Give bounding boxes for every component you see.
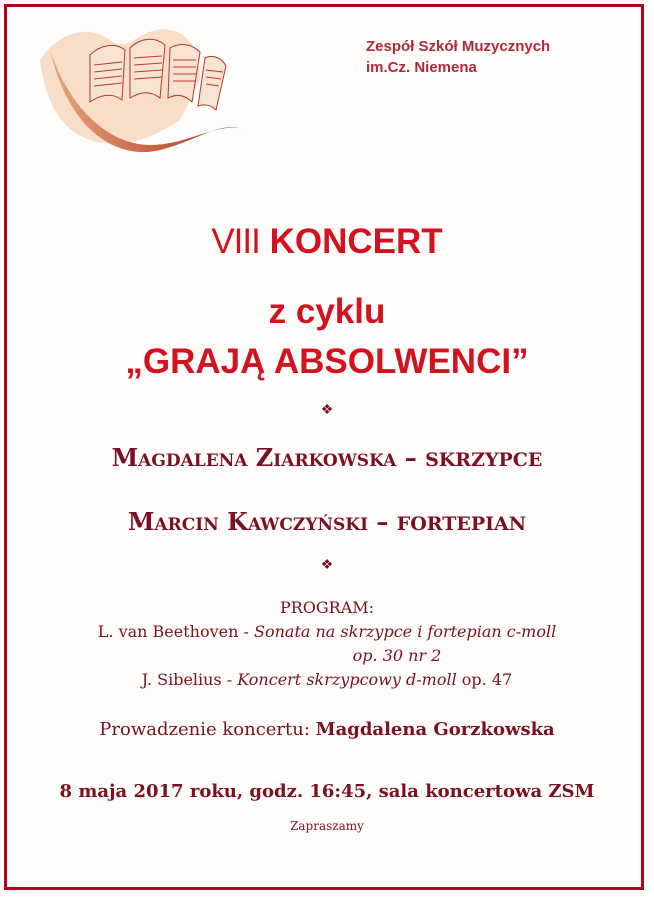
program-composer: L. van Beethoven - [97, 622, 254, 641]
program-item [0, 668, 654, 692]
concert-number: VIII [211, 222, 260, 261]
separator-diamond-icon: ❖ [320, 402, 334, 418]
program-work: Koncert skrzypcowy d-moll [237, 670, 457, 689]
separator-diamond-icon: ❖ [320, 557, 334, 573]
program-opus: op. 47 [456, 670, 513, 689]
series-name: „GRAJĄ ABSOLWENCI” [125, 342, 529, 381]
school-name [366, 36, 550, 78]
performer-name: Marcin Kawczyński [127, 507, 369, 536]
concert-word: KONCERT [269, 222, 443, 261]
performer-dash: – [396, 443, 426, 472]
program-item-continued [70, 644, 654, 668]
performer-role: SKRZYPCE [425, 449, 543, 471]
program-work: Sonata na skrzypce i fortepian c-moll [254, 622, 557, 641]
performer-role: FORTEPIAN [396, 513, 527, 535]
performer-name: Magdalena Ziarkowska [111, 443, 397, 472]
date-line: 8 maja 2017 roku, godz. 16:45, sala koncertowa ZSM [59, 781, 595, 802]
performer-violin [0, 443, 654, 472]
school-name-line1: Zespół Szkół Muzycznych [366, 38, 551, 55]
series-intro: z cyklu [268, 292, 386, 331]
music-score-ribbon-icon [30, 20, 250, 170]
program-heading: PROGRAM: [279, 598, 375, 617]
program-item [0, 620, 654, 644]
performer-dash: – [368, 507, 397, 536]
performer-piano [0, 507, 654, 536]
school-name-line2: im.Cz. Niemena [366, 59, 477, 76]
host-line [0, 719, 654, 740]
invitation-text: Zapraszamy [290, 819, 364, 833]
program-composer: J. Sibelius - [141, 670, 238, 689]
host-name: Magdalena Gorzkowska [315, 719, 555, 740]
host-label: Prowadzenie koncertu: [99, 719, 316, 740]
concert-title [0, 222, 654, 262]
program-work-continued: op. 30 nr 2 [352, 646, 442, 665]
